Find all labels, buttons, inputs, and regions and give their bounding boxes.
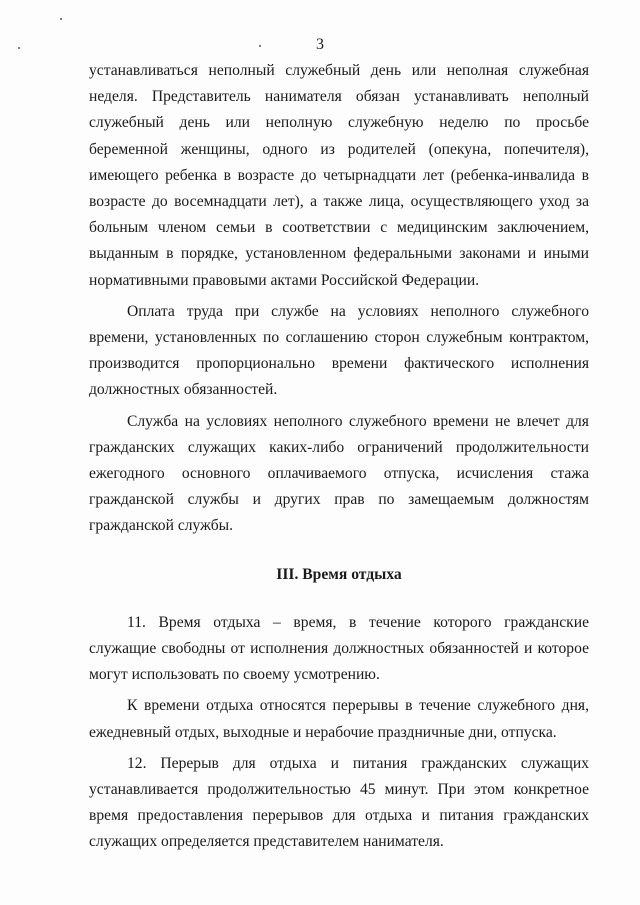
paragraph-part-time-pay: Оплата труда при службе на условиях неполного служебного времени, установленных по соглашению сторон служебным контрактом, производится пропорционально времени фактического исполнения должностных обязанностей. <box>89 302 589 399</box>
paragraph-part-time-rights: Служба на условиях неполного служебного времени не влечет для гражданских служащих каких-либо ограничений продолжительности ежегодного основного оплачиваемого отпуска, исчисления стажа гражданской службы и других прав по замещаемым должностям гражданской службы. <box>89 412 589 535</box>
paragraph-part-time-work: устанавливаться неполный служебный день или неполная служебная неделя. Представитель нанимателя обязан устанавливать неполный служебный день или неполную служебную неделю по просьбе беременной женщины, одного из родителей (опекуна, попечителя), имеющего ребенка в возрасте до четырнадцати лет (ребенка-инвалида в возрасте до восемнадцати лет), а также лица, осуществляющего уход за больным членом семьи в соответствии с медицинским заключением, выданным в порядке, установленном федеральными законами и иными нормативными правовыми актами Российской Федерации. <box>89 62 589 289</box>
document-body <box>89 58 589 856</box>
scan-speck <box>60 18 62 20</box>
section-heading-rest-time: III. Время отдыха <box>276 565 402 583</box>
paragraph-break-duration: 12. Перерыв для отдыха и питания гражданских служащих устанавливается продолжительностью 45 минут. При этом конкретное время предоставления перерывов для отдыха и питания гражданских служащих определяется представителем нанимателя. <box>89 754 589 851</box>
page-number: 3 <box>316 36 324 53</box>
paragraph-rest-time-definition: 11. Время отдыха – время, в течение которого гражданские служащие свободны от исполнения должностных обязанностей и которое могут использовать по своему усмотрению. <box>89 613 589 684</box>
paragraph-rest-time-types: К времени отдыха относятся перерывы в течение служебного дня, ежедневный отдых, выходные и нерабочие праздничные дни, отпуска. <box>89 697 589 741</box>
